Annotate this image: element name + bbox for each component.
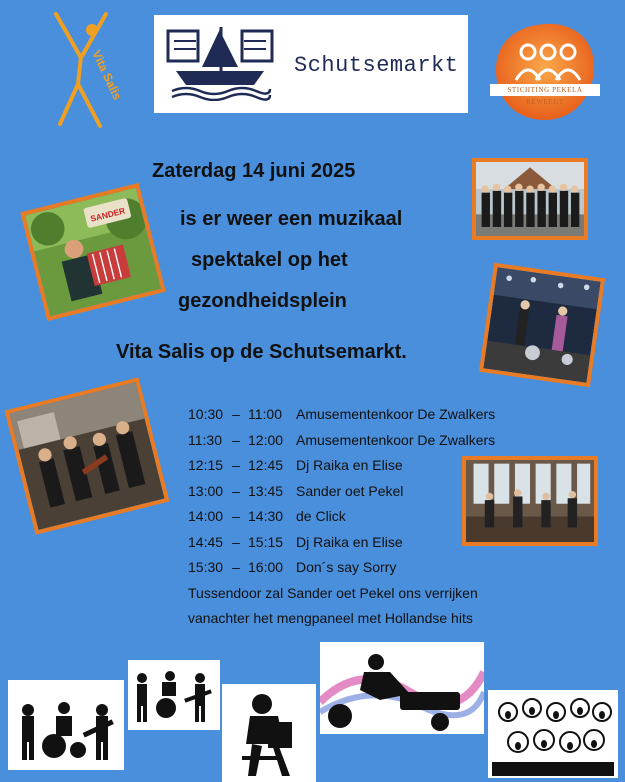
accordion-silhouette-image — [222, 684, 316, 782]
choir-singers-drawing — [488, 690, 618, 778]
photo-rock-band — [5, 377, 170, 535]
schutsemarkt-logo — [154, 15, 468, 113]
schedule-row — [188, 453, 518, 479]
schedule-act-name: Amusementenkoor De Zwalkers — [296, 406, 496, 422]
schedule-end-time: 16:00 — [248, 559, 284, 575]
schedule-dash: – — [232, 482, 240, 499]
schedule-act-name: Dj Raika en Elise — [296, 457, 403, 473]
schedule-row — [188, 530, 518, 556]
schedule-row — [188, 402, 518, 428]
photo-accordion-player — [20, 183, 165, 321]
headline-line-5: Vita Salis op de Schutsemarkt. — [116, 341, 407, 363]
schedule-row — [188, 555, 518, 581]
pekela-people-icon — [490, 20, 600, 124]
schedule-end-time: 14:30 — [248, 508, 284, 524]
schedule-end-time: 11:00 — [248, 406, 282, 422]
schedule-dash: – — [232, 533, 240, 550]
schedule-start-time: 12:15 — [188, 457, 224, 473]
headline-line-4: gezondheidsplein — [178, 290, 347, 312]
schedule-act-name: Sander oet Pekel — [296, 482, 404, 499]
schedule-end-time: 13:45 — [248, 482, 284, 499]
schedule-note-line1: Tussendoor zal Sander oet Pekel ons verrijken — [188, 584, 478, 601]
schedule-act-name: de Click — [296, 508, 346, 524]
schedule-list — [188, 402, 518, 631]
schedule-dash: – — [232, 508, 240, 524]
schedule-act-name: Amusementenkoor De Zwalkers — [296, 431, 496, 448]
schedule-dash: – — [232, 457, 240, 473]
schedule-dash: – — [232, 406, 240, 422]
photo-stage-band — [479, 263, 605, 388]
schedule-start-time: 13:00 — [188, 482, 224, 499]
schedule-start-time: 11:30 — [188, 431, 222, 448]
schedule-dash: – — [232, 431, 240, 448]
schedule-act-name: Don´s say Sorry — [296, 559, 397, 575]
schedule-row — [188, 479, 518, 505]
schedule-row — [188, 504, 518, 530]
schedule-start-time: 14:00 — [188, 508, 224, 524]
schedule-dash: – — [232, 559, 240, 575]
boat-icon — [166, 27, 274, 101]
rock-band-silhouette-image — [128, 660, 220, 730]
schutsemarkt-name: Schutsemarkt — [294, 53, 459, 78]
schedule-start-time: 15:30 — [188, 559, 224, 575]
schedule-start-time: 14:45 — [188, 533, 224, 550]
band-silhouette-image — [8, 680, 124, 770]
headline-line-2: is er weer een muzikaal — [180, 208, 403, 230]
photo-choir — [472, 158, 588, 240]
headline-line-3: spektakel op het — [191, 249, 348, 271]
schedule-start-time: 10:30 — [188, 406, 224, 422]
schedule-act-name: Dj Raika en Elise — [296, 533, 403, 550]
event-date-heading: Zaterdag 14 juni 2025 — [152, 160, 356, 182]
schedule-end-time: 12:00 — [248, 431, 284, 448]
schedule-note-line2: vanachter het mengpaneel met Hollandse hits — [188, 609, 473, 626]
pekela-logo — [490, 20, 600, 124]
vita-salis-logo — [48, 8, 128, 132]
vita-salis-figure-icon — [48, 8, 128, 132]
schedule-row — [188, 428, 518, 454]
photo-sign-text: SANDER — [89, 205, 127, 224]
schedule-end-time: 15:15 — [248, 533, 284, 550]
dj-mixer-image — [320, 642, 484, 734]
schedule-end-time: 12:45 — [248, 457, 284, 473]
pekela-caption: STICHTING PEKELA BEWEEGT — [490, 84, 600, 96]
vita-salis-label: Vita Salis — [89, 48, 125, 103]
